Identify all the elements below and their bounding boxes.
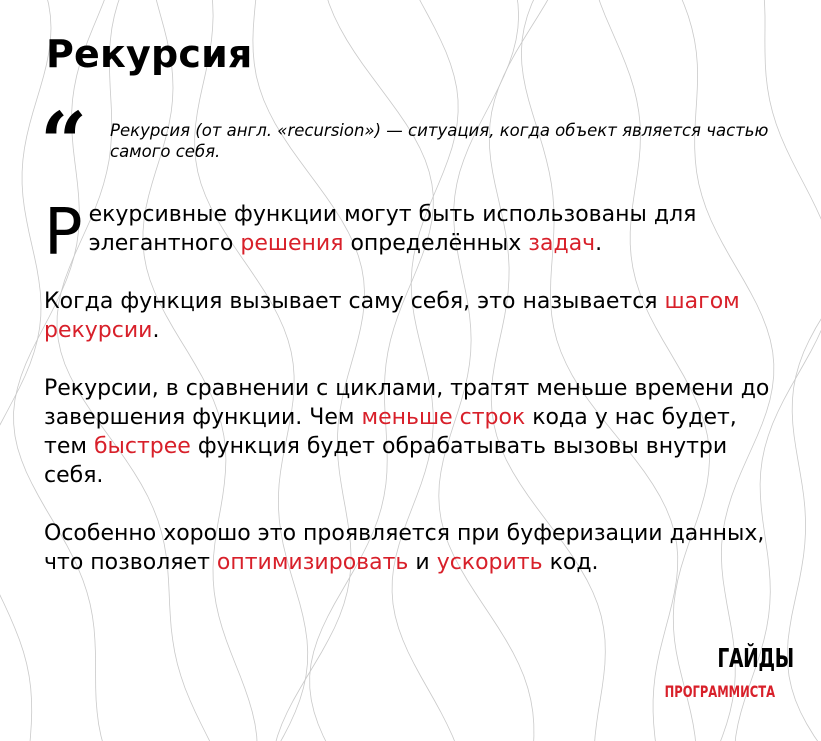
highlighted-term: меньше строк	[361, 405, 526, 430]
text-segment: функция будет обрабатывать вызовы внутри себя.	[44, 434, 728, 488]
dropcap-letter: Р	[44, 196, 83, 270]
paragraph-2	[44, 287, 784, 345]
text-segment: Особенно хорошо это проявляется при буферизации данных, что позволяет	[44, 521, 765, 575]
text-segment: и	[408, 550, 437, 575]
body-text	[44, 196, 784, 577]
highlighted-term: шагом рекурсии	[44, 289, 740, 343]
definition-quote: Рекурсия (от англ. «recursion») — ситуация, когда объект является частью самого себя.	[110, 121, 769, 161]
paragraph-4	[44, 519, 784, 577]
text-segment: Рекурсии, в сравнении с циклами, тратят меньше времени до завершения функции. Чем	[44, 376, 770, 430]
text-segment: кода у нас будет, тем	[44, 405, 737, 459]
quote-mark-icon: “	[40, 95, 88, 191]
highlighted-term: задач	[528, 231, 596, 256]
paragraph-1	[44, 196, 784, 270]
page-title: Рекурсия	[46, 32, 253, 76]
paragraph-3	[44, 374, 784, 490]
highlighted-term: ускорить	[436, 550, 543, 575]
text-segment: определённых	[343, 231, 529, 256]
brand-logo-subtitle: ПРОГРАММИСТА	[664, 682, 775, 701]
highlighted-term: оптимизировать	[216, 550, 409, 575]
highlighted-term: быстрее	[93, 434, 191, 459]
text-segment: .	[595, 231, 603, 256]
text-segment: Когда функция вызывает саму себя, это называется	[44, 289, 665, 314]
brand-logo-title: ГАЙДЫ	[717, 644, 794, 674]
highlighted-term: решения	[240, 231, 344, 256]
text-segment: екурсивные функции могут быть использованы для элегантного	[88, 202, 697, 256]
text-segment: .	[152, 318, 160, 343]
text-segment: код.	[542, 550, 599, 575]
